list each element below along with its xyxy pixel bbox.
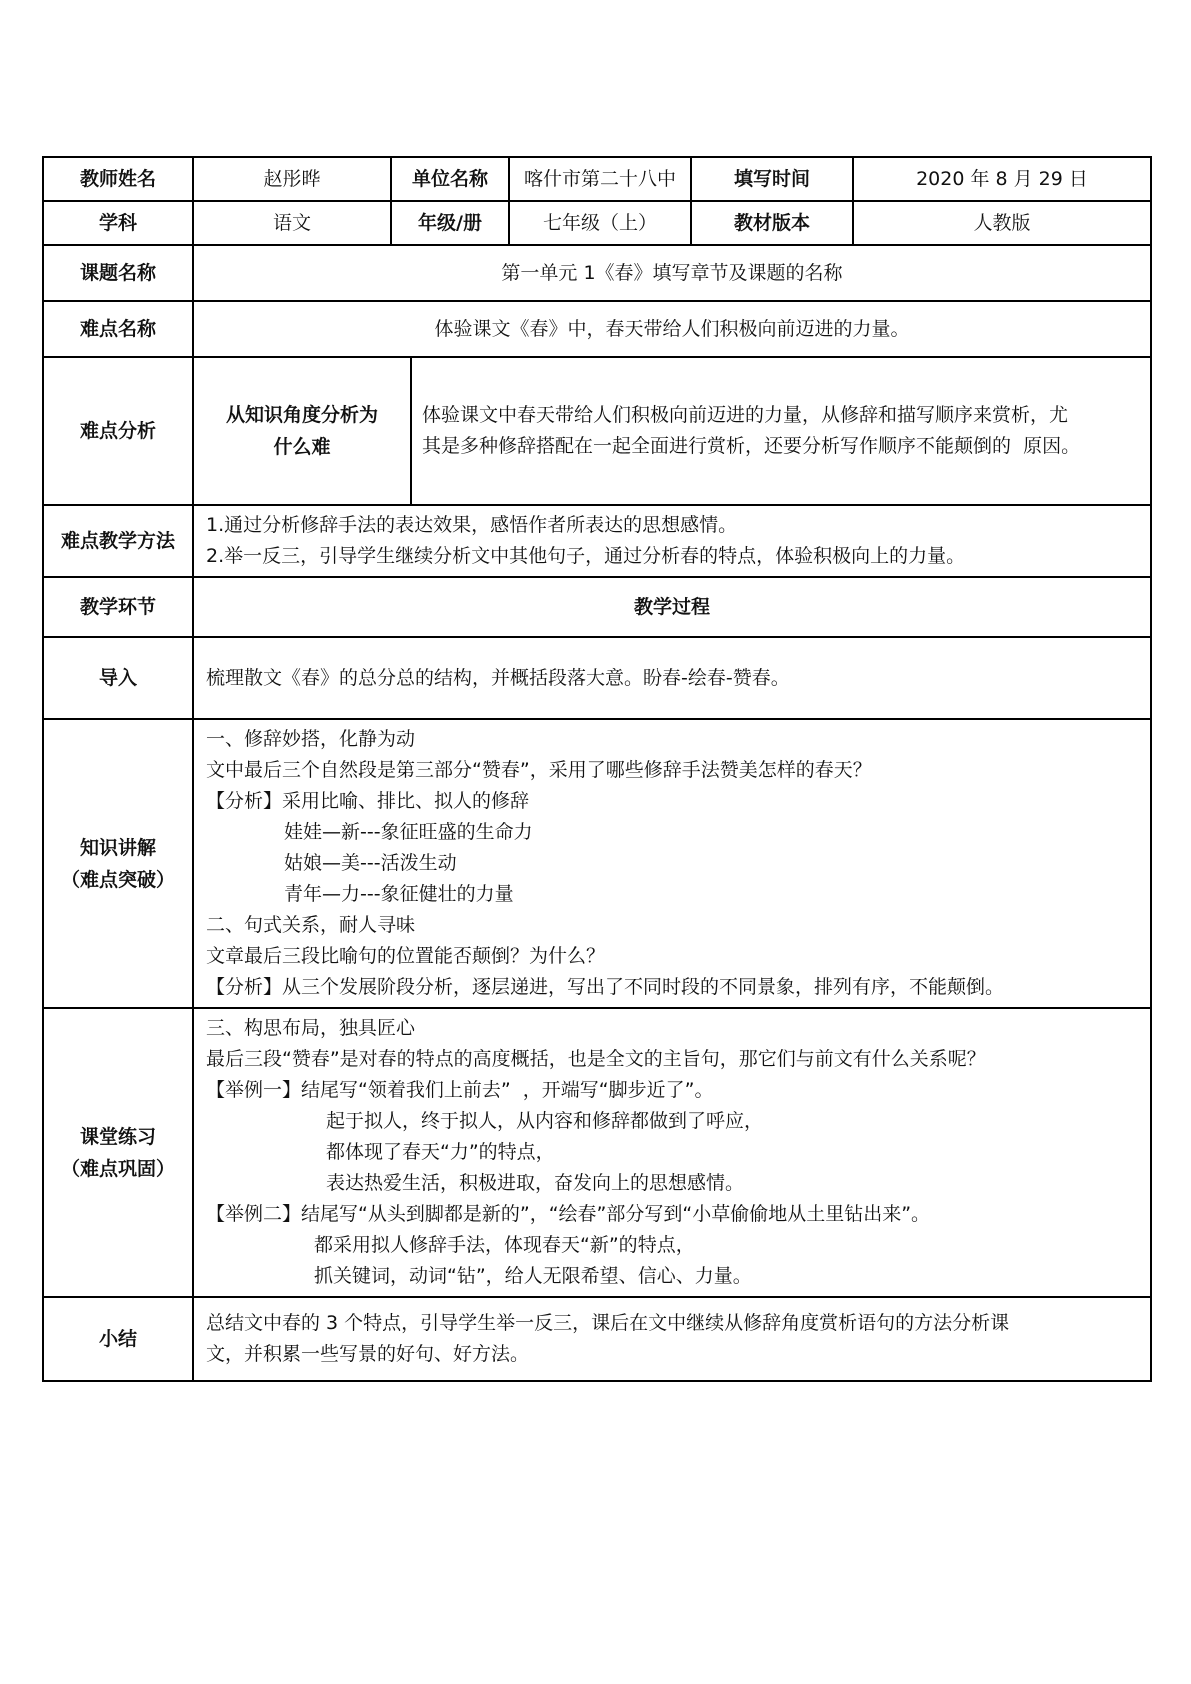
analysis-sub-label-line-2: 什么难 [273,436,331,458]
process-title: 教学过程 [193,577,1151,637]
intro-value: 梳理散文《春》的总分总的结构，并概括段落大意。盼春-绘春-赞春。 [193,637,1151,719]
practice-line: 起于拟人，终于拟人，从内容和修辞都做到了呼应， [326,1110,764,1132]
knowledge-line: 青年—力---象征健壮的力量 [284,883,514,905]
difficulty-row [43,301,1151,357]
analysis-text-line-2: 其是多种修辞搭配在一起全面进行赏析，还要分析写作顺序不能颠倒的 原因。 [422,435,1081,457]
analysis-text [412,358,1150,504]
teacher-label: 教师姓名 [43,157,193,201]
summary-line-1: 总结文中春的 3 个特点，引导学生举一反三，课后在文中继续从修辞角度赏析语句的方法分析课 [206,1312,1010,1334]
date-label: 填写时间 [691,157,853,201]
grade-label: 年级/册 [391,201,509,245]
edition-value: 人教版 [853,201,1151,245]
intro-label: 导入 [43,637,193,719]
practice-line: 【举例二】结尾写“从头到脚都是新的”，“绘春”部分写到“小草偷偷地从土里钻出来”。 [206,1203,931,1225]
analysis-sub-label-line-1: 从知识角度分析为 [225,404,378,426]
knowledge-line: 【分析】从三个发展阶段分析，逐层递进，写出了不同时段的不同景象，排列有序，不能颠倒。 [206,976,1005,998]
unit-label: 单位名称 [391,157,509,201]
practice-line: 三、构思布局，独具匠心 [206,1017,416,1039]
topic-label: 课题名称 [43,245,193,301]
method-value [193,505,1151,577]
knowledge-line: 文中最后三个自然段是第三部分“赞春”，采用了哪些修辞手法赞美怎样的春天？ [206,759,872,781]
practice-label-line-1: 课堂练习 [79,1125,156,1148]
summary-content [193,1297,1151,1381]
intro-row [43,637,1151,719]
knowledge-line: 二、句式关系，耐人寻味 [206,914,416,936]
process-header-row [43,577,1151,637]
analysis-sub-label [194,358,412,504]
summary-line-2: 文，并积累一些写景的好句、好方法。 [206,1343,530,1365]
analysis-label: 难点分析 [43,357,193,505]
practice-content [193,1008,1151,1297]
lesson-plan-table [42,156,1152,1382]
knowledge-line: 姑娘—美---活泼生动 [284,852,457,874]
analysis-row [43,357,1151,505]
difficulty-label: 难点名称 [43,301,193,357]
practice-line: 最后三段“赞春”是对春的特点的高度概括，也是全文的主旨句，那它们与前文有什么关系呢？ [206,1048,986,1070]
knowledge-label [43,719,193,1008]
practice-line: 【举例一】结尾写“领着我们上前去” ，开端写“脚步近了”。 [206,1079,714,1101]
method-label: 难点教学方法 [43,505,193,577]
knowledge-content [193,719,1151,1008]
analysis-text-line-1: 体验课文中春天带给人们积极向前迈进的力量，从修辞和描写顺序来赏析，尤 [422,404,1069,426]
knowledge-line: 文章最后三段比喻句的位置能否颠倒？为什么？ [206,945,606,967]
process-stage-label: 教学环节 [43,577,193,637]
practice-line: 表达热爱生活，积极进取，奋发向上的思想感情。 [326,1172,745,1194]
unit-value: 喀什市第二十八中 [509,157,691,201]
knowledge-line: 一、修辞妙搭，化静为动 [206,728,416,750]
practice-line: 都采用拟人修辞手法，体现春天“新”的特点， [314,1234,695,1256]
subject-label: 学科 [43,201,193,245]
topic-row [43,245,1151,301]
analysis-cell [193,357,1151,505]
knowledge-label-line-2: （难点突破） [60,868,175,891]
knowledge-line: 【分析】采用比喻、排比、拟人的修辞 [206,790,530,812]
practice-line: 都体现了春天“力”的特点， [326,1141,555,1163]
subject-value: 语文 [193,201,391,245]
difficulty-value: 体验课文《春》中，春天带给人们积极向前迈进的力量。 [193,301,1151,357]
topic-value: 第一单元 1《春》填写章节及课题的名称 [193,245,1151,301]
teacher-value: 赵彤晔 [193,157,391,201]
date-value: 2020 年 8 月 29 日 [853,157,1151,201]
header-row-1 [43,157,1151,201]
summary-row [43,1297,1151,1381]
practice-line: 抓关键词，动词“钻”，给人无限希望、信心、力量。 [314,1265,752,1287]
knowledge-row [43,719,1151,1008]
knowledge-line: 娃娃—新---象征旺盛的生命力 [284,821,533,843]
lesson-plan-sheet [42,156,1150,1382]
summary-label: 小结 [43,1297,193,1381]
method-row [43,505,1151,577]
knowledge-label-line-1: 知识讲解 [79,836,156,859]
grade-value: 七年级（上） [509,201,691,245]
practice-label-line-2: （难点巩固） [60,1157,175,1180]
practice-label [43,1008,193,1297]
method-line-2: 2.举一反三，引导学生继续分析文中其他句子，通过分析春的特点，体验积极向上的力量。 [206,545,966,567]
practice-row [43,1008,1151,1297]
edition-label: 教材版本 [691,201,853,245]
method-line-1: 1.通过分析修辞手法的表达效果，感悟作者所表达的思想感情。 [206,514,738,536]
header-row-2 [43,201,1151,245]
